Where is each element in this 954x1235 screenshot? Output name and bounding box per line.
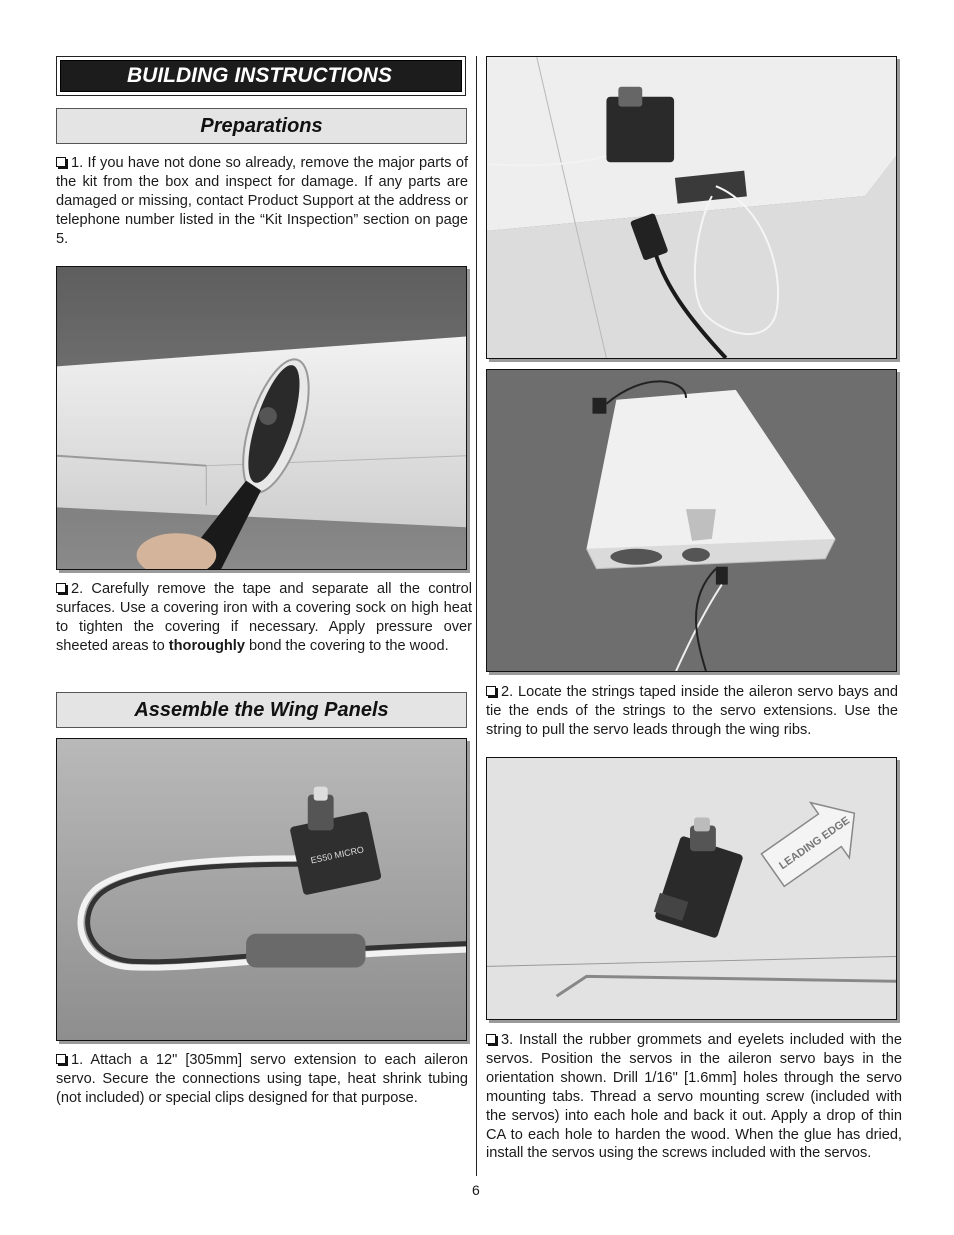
section-heading-preparations: Preparations: [56, 108, 467, 144]
checkbox-icon[interactable]: [486, 686, 496, 696]
photo-servo-extension: [56, 738, 467, 1041]
checkbox-icon[interactable]: [56, 1054, 66, 1064]
section-heading-wing-panels: Assemble the Wing Panels: [56, 692, 467, 728]
step-text-bold: thoroughly: [168, 637, 245, 654]
step-text: 1. If you have not done so already, remove the major parts of the kit from the box and inspect for damage. If any parts are damaged or missing, contact Product Support at the address or telephone number listed in the “Kit Inspection” section on page 5.: [56, 155, 468, 247]
checkbox-icon[interactable]: [56, 583, 66, 593]
step-prep-2: [56, 580, 472, 656]
step-wing-3: [486, 1031, 902, 1163]
step-text: 3. Install the rubber grommets and eyelets included with the servos. Position the servos in the aileron servo bays in the orientation shown. Drill 1/16" [1.6mm] holes through the servo mounting tabs. Thread a servo mounting screw (included with the servos) into each hole and back it out. Apply a drop of thin CA to each hole to harden the wood. When the glue has dried, install the servos using the screws included with the servos.: [486, 1032, 902, 1162]
step-text: 2. Carefully remove the tape and separate all the control surfaces. Use a covering iron with a covering sock on high heat to tighten the covering if necessary. Apply pressure over sheeted areas to: [56, 581, 472, 654]
step-wing-1: [56, 1051, 468, 1108]
page-title: BUILDING INSTRUCTIONS: [60, 60, 462, 92]
page-number: 6: [472, 1182, 480, 1198]
leading-edge-label: LEADING EDGE: [777, 814, 853, 873]
checkbox-icon[interactable]: [486, 1034, 496, 1044]
photo-wing-root: [486, 369, 897, 672]
photo-servo-installed: [486, 757, 897, 1020]
step-wing-2: [486, 683, 898, 740]
photo-covering-iron: [56, 266, 467, 570]
step-text: 2. Locate the strings taped inside the aileron servo bays and tie the ends of the strings to the servo extensions. Use the string to pull the servo leads through the wing ribs.: [486, 684, 898, 738]
photo-servo-string: [486, 56, 897, 359]
step-text: 1. Attach a 12" [305mm] servo extension to each aileron servo. Secure the connections using tape, heat shrink tubing (not included) or special clips designed for that purpose.: [56, 1052, 468, 1106]
servo-label: ES50 MICRO: [309, 844, 365, 866]
step-prep-1: [56, 154, 468, 249]
column-divider: [476, 56, 477, 1176]
checkbox-icon[interactable]: [56, 157, 66, 167]
step-text-end: bond the covering to the wood.: [244, 637, 449, 654]
